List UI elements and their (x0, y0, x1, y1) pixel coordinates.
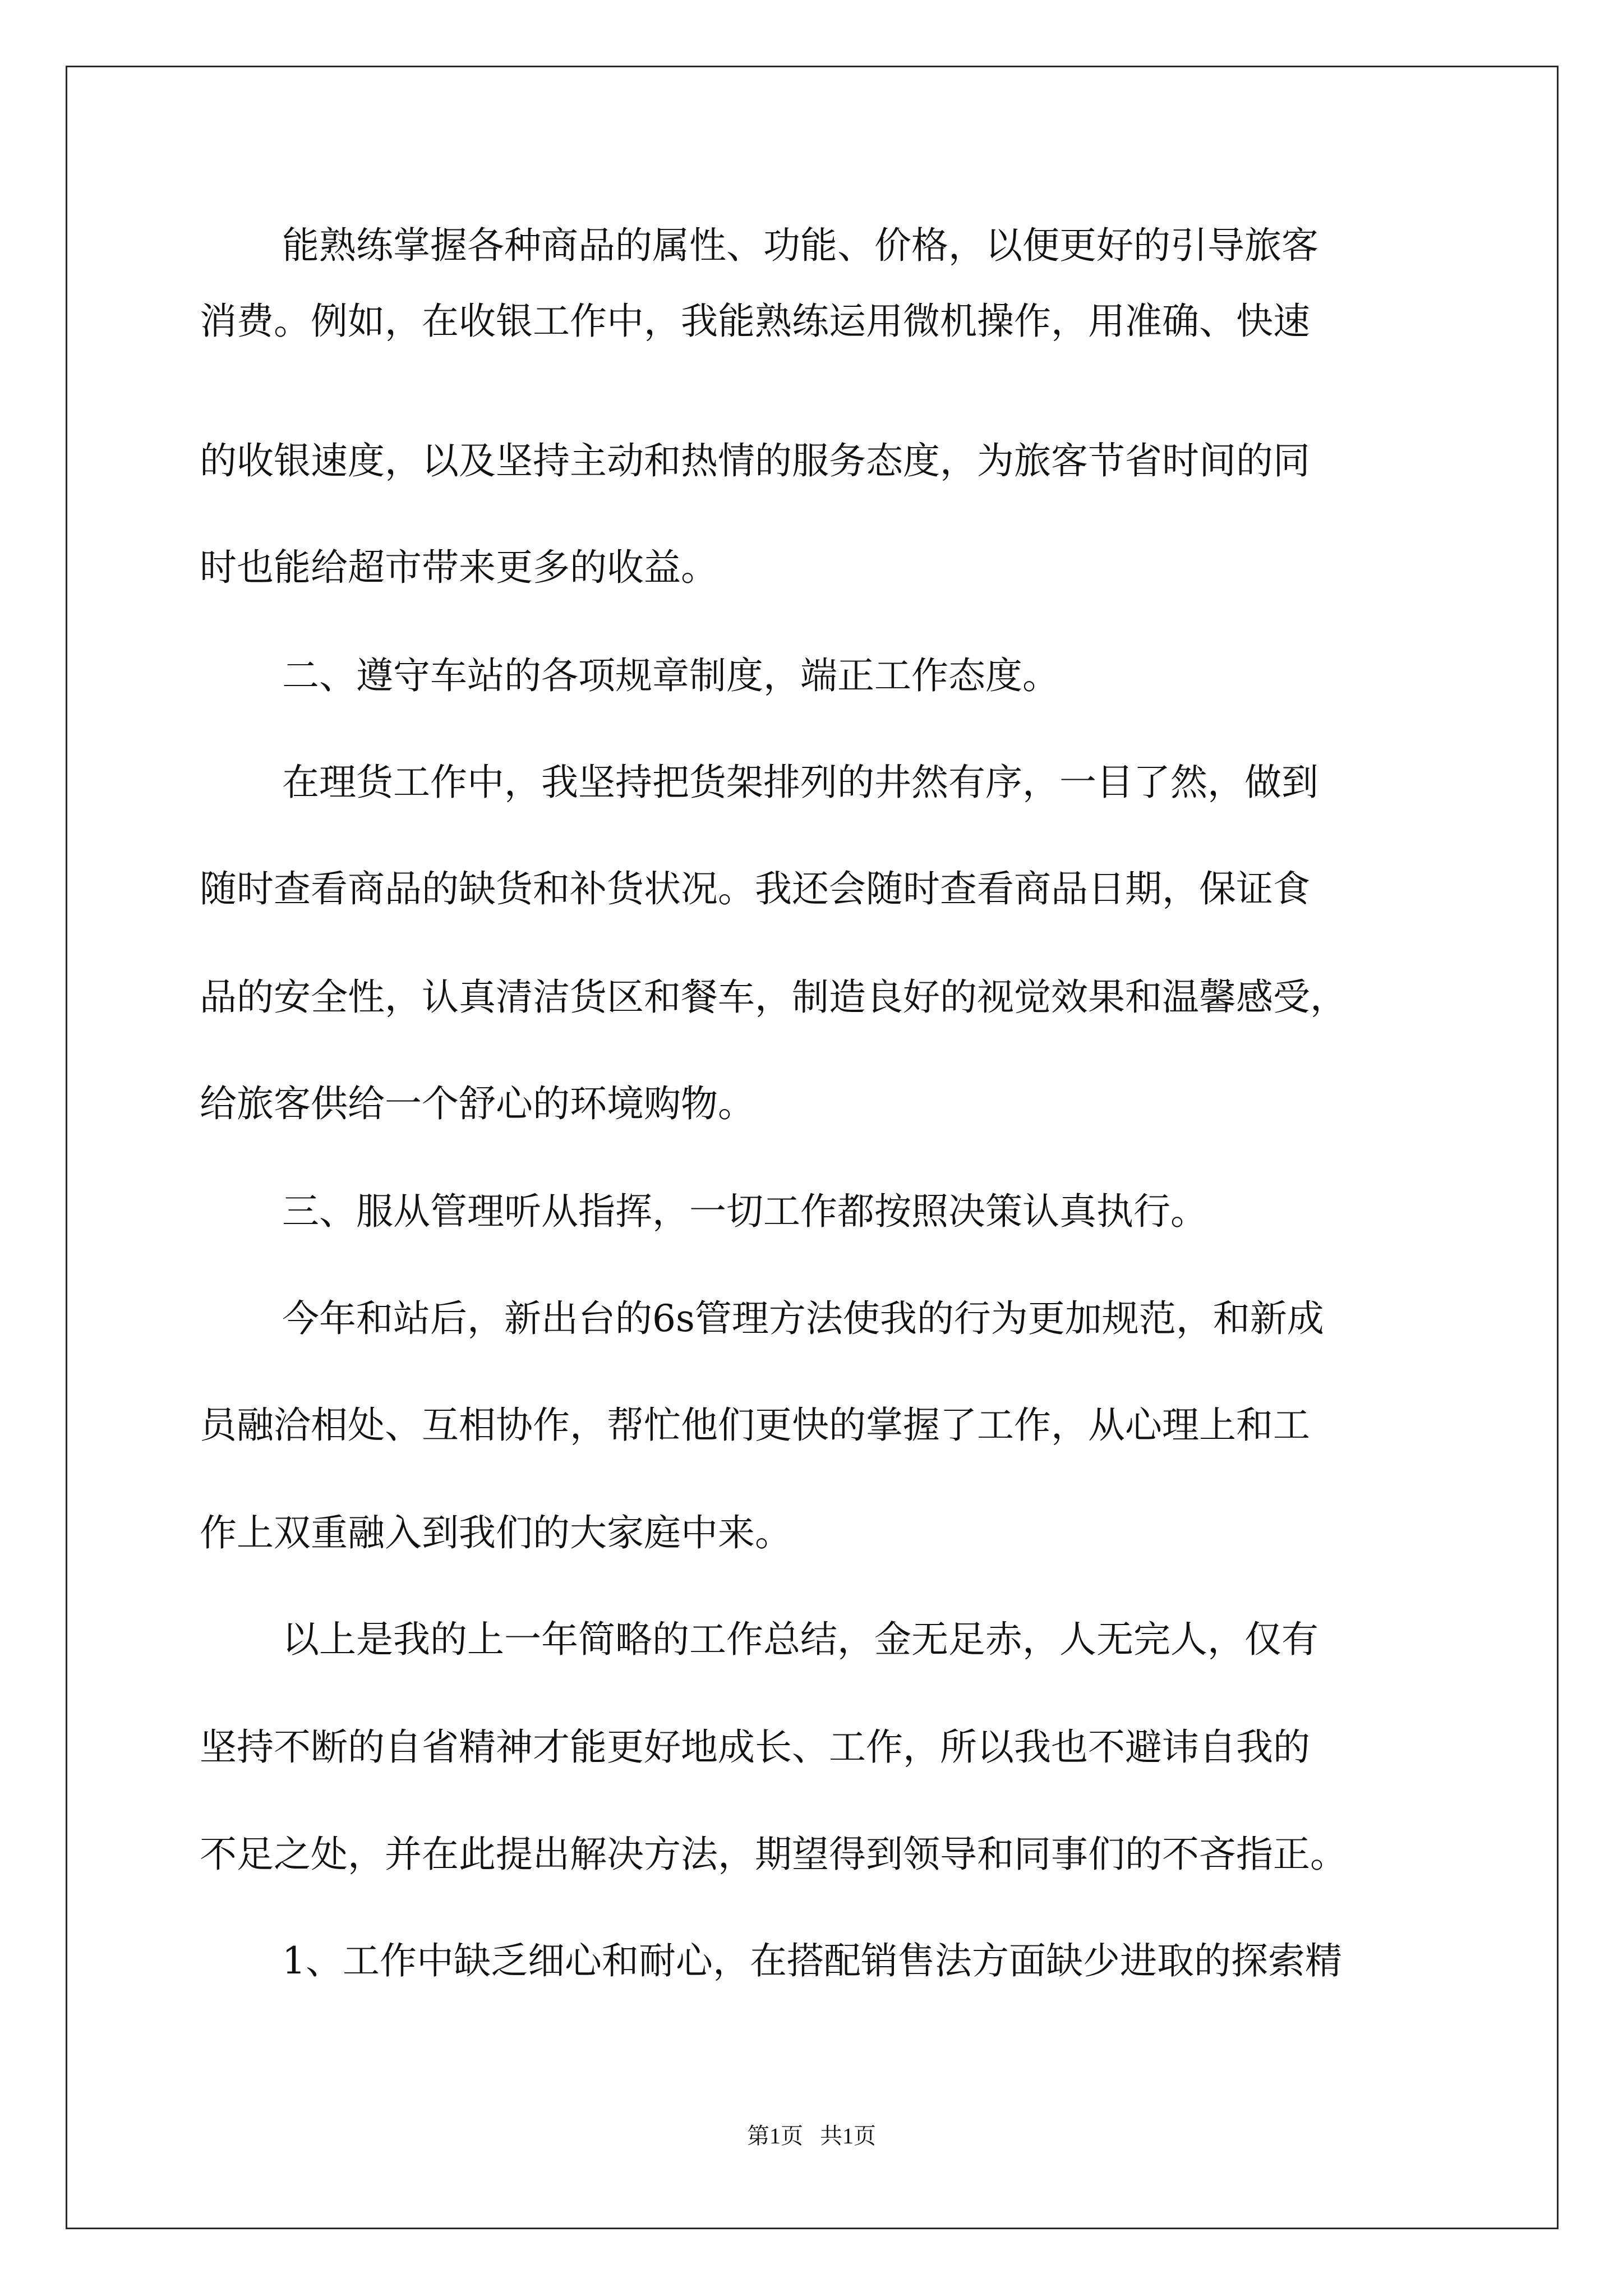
paragraph-line: 给旅客供给一个舒心的环境购物。 (200, 1082, 755, 1125)
paragraph-line: 消费。例如，在收银工作中，我能熟练运用微机操作，用准确、快速 (200, 300, 1310, 343)
paragraph-line: 二、遵守车站的各项规章制度，端正工作态度。 (282, 654, 1059, 697)
paragraph-line: 随时查看商品的缺货和补货状况。我还会随时查看商品日期，保证食 (200, 867, 1310, 910)
paragraph-line: 作上双重融入到我们的大家庭中来。 (200, 1511, 792, 1554)
paragraph-line: 不足之处，并在此提出解决方法，期望得到领导和同事们的不吝指正。 (200, 1833, 1347, 1876)
paragraph-line: 以上是我的上一年简略的工作总结，金无足赤，人无完人，仅有 (282, 1618, 1318, 1661)
paragraph-line: 能熟练掌握各种商品的属性、功能、价格，以便更好的引导旅客 (282, 224, 1318, 267)
paragraph-line: 今年和站后，新出台的6s管理方法使我的行为更加规范，和新成 (282, 1297, 1324, 1340)
paragraph-line: 1、工作中缺乏细心和耐心，在搭配销售法方面缺少进取的探索精 (282, 1939, 1342, 1982)
paragraph-line: 在理货工作中，我坚持把货架排列的井然有序，一目了然，做到 (282, 761, 1318, 804)
paragraph-line: 员融洽相处、互相协作，帮忙他们更快的掌握了工作，从心理上和工 (200, 1404, 1310, 1447)
paragraph-line: 三、服从管理听从指挥，一切工作都按照决策认真执行。 (282, 1190, 1207, 1233)
paragraph-line: 时也能给超市带来更多的收益。 (200, 546, 718, 589)
page-footer: 第1页 共1页 (747, 2123, 876, 2148)
paragraph-line: 品的安全性，认真清洁货区和餐车，制造良好的视觉效果和温馨感受， (200, 976, 1347, 1019)
paragraph-line: 的收银速度，以及坚持主动和热情的服务态度，为旅客节省时间的同 (200, 439, 1310, 482)
paragraph-line: 坚持不断的自省精神才能更好地成长、工作，所以我也不避讳自我的 (200, 1726, 1310, 1769)
